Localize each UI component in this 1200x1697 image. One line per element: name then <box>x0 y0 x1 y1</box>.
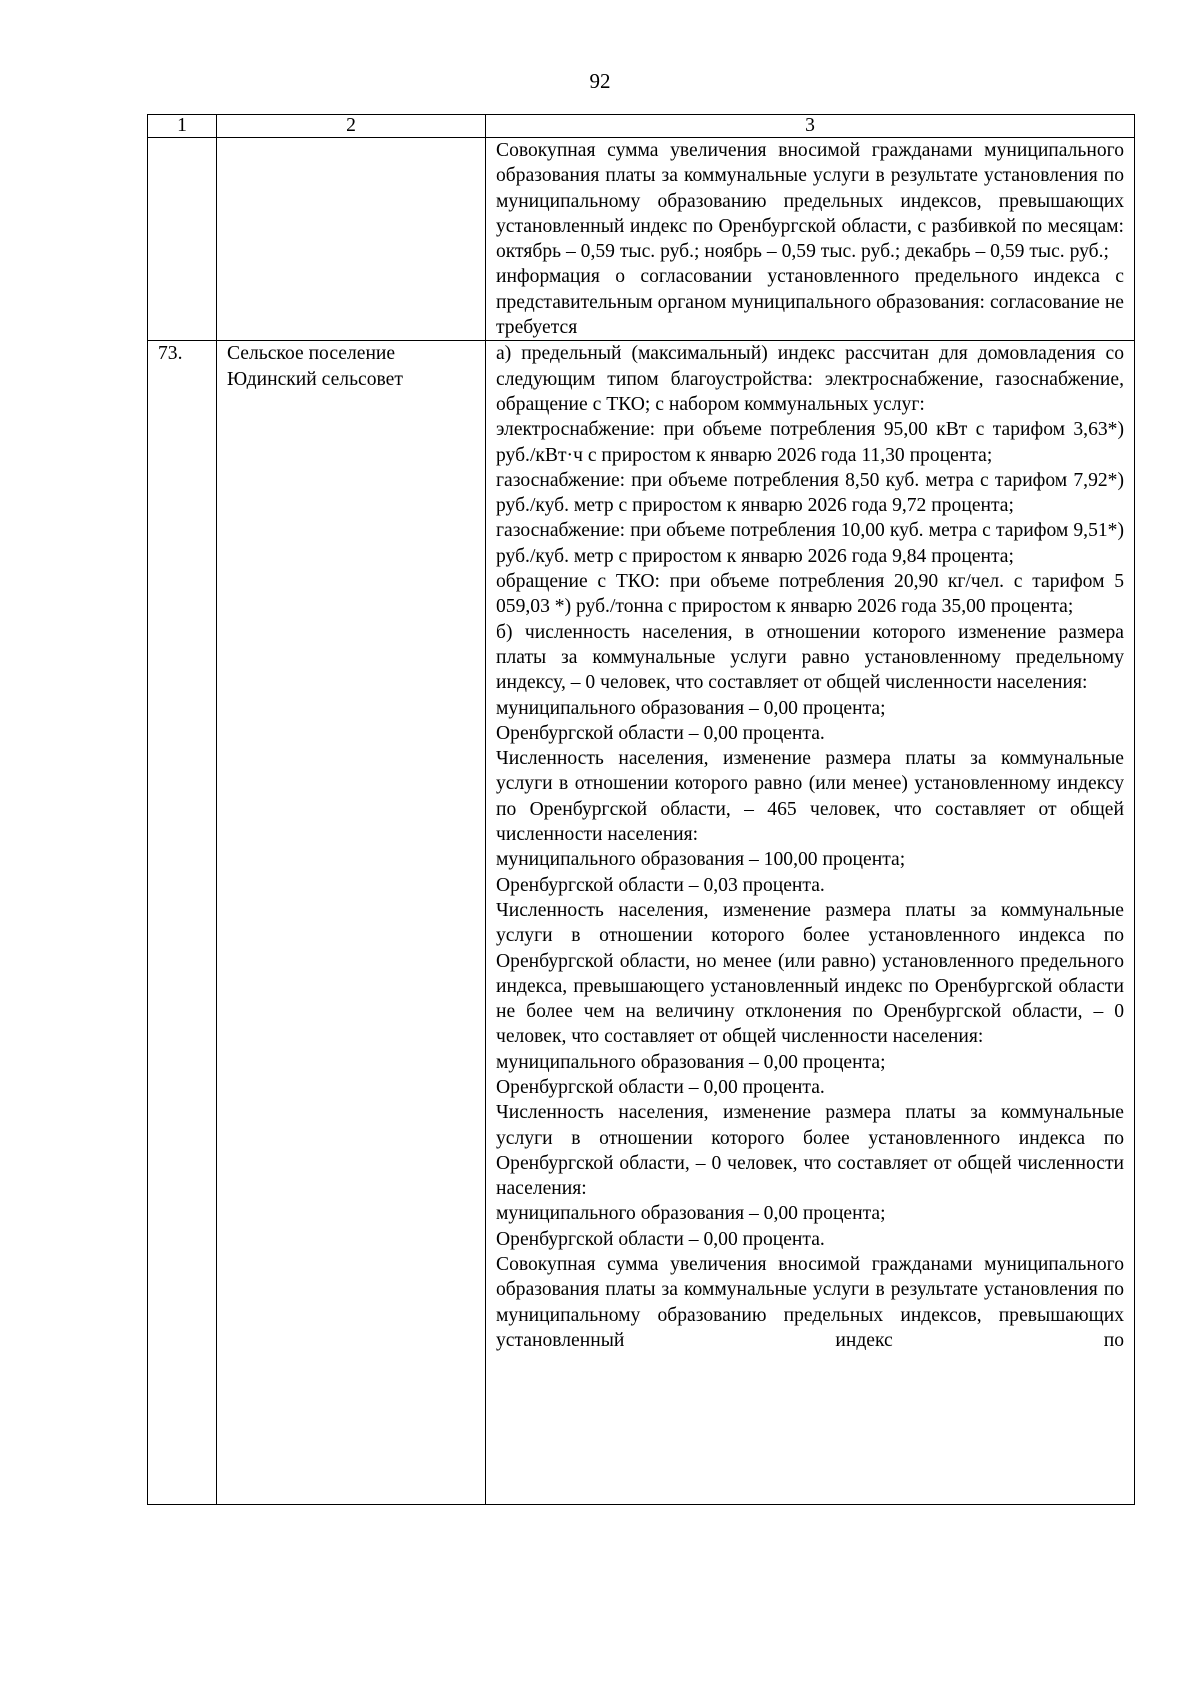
row-content-cell <box>486 341 1135 1505</box>
settlement-name-line-1: Сельское поселение <box>227 343 396 365</box>
paragraph: муниципального образования – 0,00 процента; <box>496 697 886 719</box>
paragraph: электроснабжение: при объеме потребления 95,00 кВт с тарифом 3,63*) руб./кВт·ч с приростом к январю 2026 года 11,30 процента; <box>496 419 1124 466</box>
paragraph: Оренбургской области – 0,00 процента. <box>496 722 825 744</box>
header-col-3: 3 <box>486 115 1135 138</box>
table-header-row <box>148 115 1135 138</box>
row-content-cell <box>486 138 1135 341</box>
paragraph: Численность населения, изменение размера платы за коммунальные услуги в отношении которого равно (или менее) установленному индексу по Оренбургской области, – 465 человек, что составляет от общей численности населения: <box>496 748 1124 846</box>
header-col-2: 2 <box>217 115 486 138</box>
paragraph: Совокупная сумма увеличения вносимой гражданами муниципального образования платы за коммунальные услуги в результате установления по муниципальному образованию предельных индексов, превышающих установленный индекс по Оренбургской области, с разбивкой по месяцам: октябрь – 0,59 тыс. руб.; ноябрь – 0,59 тыс. руб.; декабрь – 0,59 тыс. руб.; <box>496 140 1124 263</box>
paragraph: б) численность населения, в отношении которого изменение размера платы за коммунальные услуги равно установленному предельному индексу, – 0 человек, что составляет от общей численности населения: <box>496 621 1124 694</box>
paragraph: газоснабжение: при объеме потребления 10,00 куб. метра с тарифом 9,51*) руб./куб. метр с приростом к январю 2026 года 9,84 процента; <box>496 520 1124 567</box>
data-table <box>147 114 1135 1505</box>
paragraph: Численность населения, изменение размера платы за коммунальные услуги в отношении которого более установленного индекса по Оренбургской области, – 0 человек, что составляет от общей численности населения: <box>496 1102 1124 1200</box>
paragraph: Оренбургской области – 0,00 процента. <box>496 1228 825 1250</box>
page-number: 92 <box>589 69 611 93</box>
settlement-name-line-2: Юдинский сельсовет <box>227 368 403 390</box>
row-name-cell <box>217 341 486 1505</box>
paragraph: муниципального образования – 0,00 процента; <box>496 1051 886 1073</box>
paragraph: информация о согласовании установленного предельного индекса с представительным органом муниципального образования: согласование не требуется <box>496 266 1124 339</box>
paragraph: Оренбургской области – 0,03 процента. <box>496 874 825 896</box>
paragraph: Совокупная сумма увеличения вносимой гражданами муниципального образования платы за коммунальные услуги в результате установления по муниципальному образованию предельных индексов, превышающих установленный индекс по <box>496 1254 1124 1351</box>
row-number-cell <box>148 138 217 341</box>
paragraph: Оренбургской области – 0,00 процента. <box>496 1076 825 1098</box>
table-row-continued <box>148 138 1135 341</box>
paragraph: а) предельный (максимальный) индекс рассчитан для домовладения со следующим типом благоустройства: электроснабжение, газоснабжение, обращение с ТКО; с набором коммунальных услуг: <box>496 343 1124 415</box>
paragraph: обращение с ТКО: при объеме потребления 20,90 кг/чел. с тарифом 5 059,03 *) руб./тонна с приростом к январю 2026 года 35,00 процента; <box>496 571 1124 618</box>
row-number-cell: 73. <box>148 341 217 1505</box>
paragraph: муниципального образования – 0,00 процента; <box>496 1203 886 1225</box>
paragraph: муниципального образования – 100,00 процента; <box>496 849 906 871</box>
paragraph: газоснабжение: при объеме потребления 8,50 куб. метра с тарифом 7,92*) руб./куб. метр с приростом к январю 2026 года 9,72 процента; <box>496 469 1124 517</box>
paragraph: Численность населения, изменение размера платы за коммунальные услуги в отношении которого более установленного индекса по Оренбургской области, но менее (или равно) установленного предельного индекса, превышающего установленный индекс по Оренбургской области не более чем на величину отклонения по Оренбургской области, – 0 человек, что составляет от общей численности населения: <box>496 899 1124 1048</box>
row-name-cell <box>217 138 486 341</box>
header-col-1: 1 <box>148 115 217 138</box>
table-row-73 <box>148 341 1135 1505</box>
